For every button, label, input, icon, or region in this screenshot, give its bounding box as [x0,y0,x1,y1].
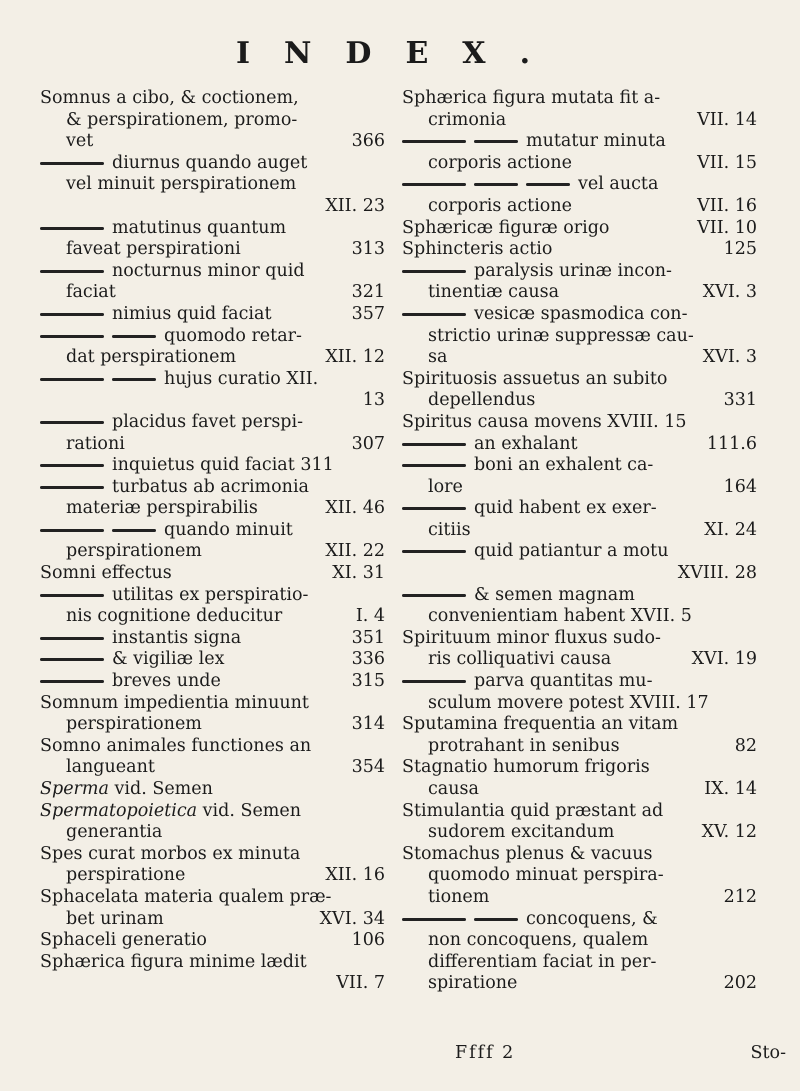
entry-reference: 313 [351,239,385,260]
index-entry [40,952,385,974]
entry-text: sudorem excitandum [428,822,615,843]
index-entry [402,434,757,456]
entry-text: ris colliquativi causa [428,649,612,670]
index-entry [402,628,757,650]
ditto-dash [40,464,104,467]
entry-text: tionem [428,886,490,907]
entry-text: Sphærica figura minime lædit [40,951,307,972]
index-entry [402,261,757,283]
ditto-dash [40,378,104,381]
index-entry [402,239,757,261]
index-entry [40,909,385,931]
ditto-dash [40,335,104,338]
index-entry [402,563,757,585]
entry-reference: XVI. 34 [319,908,385,929]
entry-text: sa [428,347,448,368]
entry-reference: 354 [351,757,385,778]
index-entry [40,369,385,391]
entry-reference: 125 [723,239,757,260]
entry-text: Spes curat morbos ex minuta [40,843,301,864]
entry-text: spiratione [428,973,518,994]
entry-text: quando minuit [164,519,293,540]
ditto-dash [402,680,466,683]
entry-text: nis cognitione deducitur [66,606,283,627]
index-entry [40,390,385,412]
index-entry [40,174,385,196]
index-entry [402,930,757,952]
ditto-dash [40,270,104,273]
entry-text: Sphærica figura mutata fit a- [402,88,661,108]
left-column [40,88,385,995]
index-entry [402,304,757,326]
signature-mark: Ffff 2 [455,1043,516,1063]
ditto-dash [402,507,466,510]
ditto-dash [402,443,466,446]
entry-text: Sputamina frequentia an vitam [402,714,679,735]
entry-reference: VII. 7 [336,973,385,994]
index-entry [402,909,757,931]
entry-reference: 82 [734,735,757,756]
ditto-dash [40,658,104,661]
index-entry [402,844,757,866]
index-entry [40,628,385,650]
index-entry [402,757,757,779]
entry-reference: XII. 22 [325,541,385,562]
index-entry [40,218,385,240]
entry-text: quomodo minuat perspira- [428,865,664,886]
index-entry [402,736,757,758]
index-entry [402,218,757,240]
index-entry [402,779,757,801]
index-entry [40,88,385,110]
entry-text: turbatus ab acrimonia [112,476,309,497]
ditto-dash [474,918,518,921]
entry-reference: 351 [351,627,385,648]
entry-text: lore [428,476,463,497]
entry-reference: XII. 46 [325,498,385,519]
index-entry [40,153,385,175]
entry-text: Stomachus plenus & vacuus [402,843,653,864]
entry-reference: 357 [351,303,385,324]
index-entry [402,412,757,434]
entry-text: strictio urinæ suppressæ cau- [428,325,694,346]
ditto-dash [40,637,104,640]
entry-text: protrahant in senibus [428,735,620,756]
entry-text: faciat [66,282,116,303]
entry-text: boni an exhalent ca- [474,455,654,476]
entry-text: Sphacelata materia qualem præ- [40,886,332,907]
ditto-dash [40,594,104,597]
entry-reference: 202 [723,973,757,994]
entry-text: non concoquens, qualem [428,930,649,951]
entry-text: perspirationem [66,714,202,735]
index-entry [402,390,757,412]
entry-reference: 212 [723,886,757,907]
entry-text: instantis signa [112,627,242,648]
entry-reference: VII. 16 [697,195,757,216]
ditto-dash [474,183,518,186]
index-entry [40,434,385,456]
entry-text: Somnus a cibo, & coctionem, [40,88,299,108]
index-entry [40,779,385,801]
entry-text: vesicæ spasmodica con- [474,303,688,324]
ditto-dash [402,270,466,273]
index-entry [40,887,385,909]
ditto-dash [40,529,104,532]
index-entry [402,649,757,671]
index-entry [40,347,385,369]
index-entry [40,412,385,434]
index-entry [40,261,385,283]
index-entry [40,498,385,520]
right-column [402,88,757,995]
index-entry [40,865,385,887]
index-entry [402,498,757,520]
entry-reference: 315 [351,671,385,692]
index-entry [40,693,385,715]
entry-text: vel aucta [578,174,659,195]
index-entry [40,477,385,499]
index-entry [402,88,757,110]
page-header: INDEX. [235,36,565,71]
entry-text: breves unde [112,671,221,692]
index-entry [40,649,385,671]
ditto-dash [402,140,466,143]
index-entry [402,477,757,499]
entry-reference: XI. 24 [704,519,757,540]
ditto-dash [402,313,466,316]
index-entry [40,541,385,563]
index-entry [40,736,385,758]
entry-text: & perspirationem, promo- [66,109,298,130]
ditto-dash [402,918,466,921]
entry-reference: XV. 12 [701,822,757,843]
entry-reference: 366 [351,131,385,152]
ditto-dash [40,486,104,489]
entry-text: quid habent ex exer- [474,498,657,519]
entry-text: citiis [428,519,471,540]
index-entry [402,671,757,693]
index-entry [40,304,385,326]
entry-text: Spermatopoietica vid. Semen [40,800,302,821]
index-entry [40,671,385,693]
entry-text: quomodo retar- [164,325,302,346]
entry-text: dat perspirationem [66,347,237,368]
entry-text: Sphincteris actio [402,239,553,260]
entry-text: vet [66,131,94,152]
entry-text: Spirituum minor fluxus sudo- [402,627,661,648]
entry-text: tinentiæ causa [428,282,560,303]
entry-text: corporis actione [428,195,572,216]
index-entry [40,282,385,304]
entry-reference: VII. 10 [697,217,757,238]
entry-text: an exhalant [474,433,578,454]
entry-text: & vigiliæ lex [112,649,225,670]
entry-text: Somni effectus [40,563,172,584]
entry-text: generantia [66,822,163,843]
entry-text: langueant [66,757,155,778]
ditto-dash [402,183,466,186]
entry-reference: 307 [351,433,385,454]
index-entry [402,865,757,887]
index-entry [402,973,757,995]
ditto-dash [526,183,570,186]
entry-text: inquietus quid faciat 311 [112,455,334,476]
entry-reference: 111.6 [706,433,757,454]
entry-reference: VII. 14 [697,109,757,130]
entry-text: hujus curatio XII. [164,368,319,389]
entry-reference: XVI. 19 [691,649,757,670]
ditto-dash [402,594,466,597]
entry-text: faveat perspirationi [66,239,241,260]
index-entry [40,585,385,607]
entry-reference: IX. 14 [704,779,757,799]
entry-text: rationi [66,433,125,454]
index-entry [402,196,757,218]
index-entry [402,606,757,628]
entry-text: materiæ perspirabilis [66,498,258,519]
index-entry [40,606,385,628]
index-entry [402,520,757,542]
index-entry [402,822,757,844]
ditto-dash [402,464,466,467]
index-entry [402,455,757,477]
entry-reference: XVI. 3 [702,282,757,303]
index-entry [402,887,757,909]
index-entry [40,801,385,823]
index-entry [402,282,757,304]
index-entry [40,196,385,218]
entry-text: depellendus [428,390,536,411]
entry-reference: XVI. 3 [702,347,757,368]
index-entry [40,973,385,995]
index-entry [40,757,385,779]
index-entry [402,714,757,736]
entry-reference: 164 [723,476,757,497]
index-entry [40,930,385,952]
entry-reference: XII. 23 [325,195,385,216]
index-entry [402,693,757,715]
index-entry [40,455,385,477]
entry-reference: 314 [351,714,385,735]
entry-reference: XII. 12 [325,347,385,368]
ditto-dash [474,140,518,143]
entry-reference: 336 [351,649,385,670]
index-entry [402,801,757,823]
ditto-dash [40,680,104,683]
index-entry [40,822,385,844]
entry-text: & semen magnam [474,584,635,605]
entry-reference: XII. 16 [325,865,385,886]
index-entry [40,714,385,736]
entry-text: corporis actione [428,152,572,173]
ditto-dash [40,227,104,230]
ditto-dash [40,313,104,316]
entry-reference: 331 [723,390,757,411]
entry-text: bet urinam [66,908,164,929]
ditto-dash [112,335,156,338]
index-entry [402,347,757,369]
entry-text: Sphæricæ figuræ origo [402,217,610,238]
entry-text: nimius quid faciat [112,303,272,324]
entry-reference: 13 [362,390,385,411]
index-entry [402,174,757,196]
entry-text: Somnum impedientia minuunt [40,692,309,713]
entry-text: sculum movere potest XVIII. 17 [428,692,709,713]
entry-text: diurnus quando auget [112,152,308,173]
entry-text: perspiratione [66,865,186,886]
entry-reference: 321 [351,282,385,303]
entry-text: nocturnus minor quid [112,260,305,281]
index-entry [40,326,385,348]
entry-text: differentiam faciat in per- [428,951,657,972]
ditto-dash [40,421,104,424]
index-entry [402,369,757,391]
entry-text: mutatur minuta [526,131,666,152]
entry-text: causa [428,779,479,799]
index-entry [40,239,385,261]
ditto-dash [112,529,156,532]
entry-text: Stagnatio humorum frigoris [402,757,650,778]
entry-text: crimonia [428,109,507,130]
entry-reference: VII. 15 [697,152,757,173]
index-entry [402,153,757,175]
index-entry [402,326,757,348]
entry-text: convenientiam habent XVII. 5 [428,606,692,627]
entry-text: utilitas ex perspiratio- [112,584,309,605]
ditto-dash [402,550,466,553]
entry-text: quid patiantur a motu [474,541,669,562]
entry-text: Sphaceli generatio [40,930,207,951]
entry-text: Stimulantia quid præstant ad [402,800,664,821]
index-entry [402,110,757,132]
entry-reference: 106 [351,930,385,951]
entry-text: matutinus quantum [112,217,287,238]
entry-text: Spirituosis assuetus an subito [402,368,668,389]
ditto-dash [40,162,104,165]
entry-text: placidus favet perspi- [112,411,304,432]
entry-text: Spiritus causa movens XVIII. 15 [402,411,687,432]
index-entry [402,952,757,974]
catchword: Sto- [750,1043,786,1063]
entry-reference: I. 4 [355,606,385,627]
index-entry [402,585,757,607]
entry-reference: XVIII. 28 [677,563,757,584]
index-entry [40,131,385,153]
entry-text: perspirationem [66,541,202,562]
entry-text: vel minuit perspirationem [66,174,297,195]
entry-text: Somno animales functiones an [40,735,312,756]
index-entry [402,541,757,563]
index-entry [40,110,385,132]
ditto-dash [112,378,156,381]
index-entry [40,520,385,542]
entry-text: concoquens, & [526,908,658,929]
index-entry [40,844,385,866]
index-entry [402,131,757,153]
entry-text: paralysis urinæ incon- [474,260,672,281]
entry-text: Sperma vid. Semen [40,779,213,799]
entry-text: parva quantitas mu- [474,671,653,692]
index-entry [40,563,385,585]
entry-reference: XI. 31 [332,563,385,584]
